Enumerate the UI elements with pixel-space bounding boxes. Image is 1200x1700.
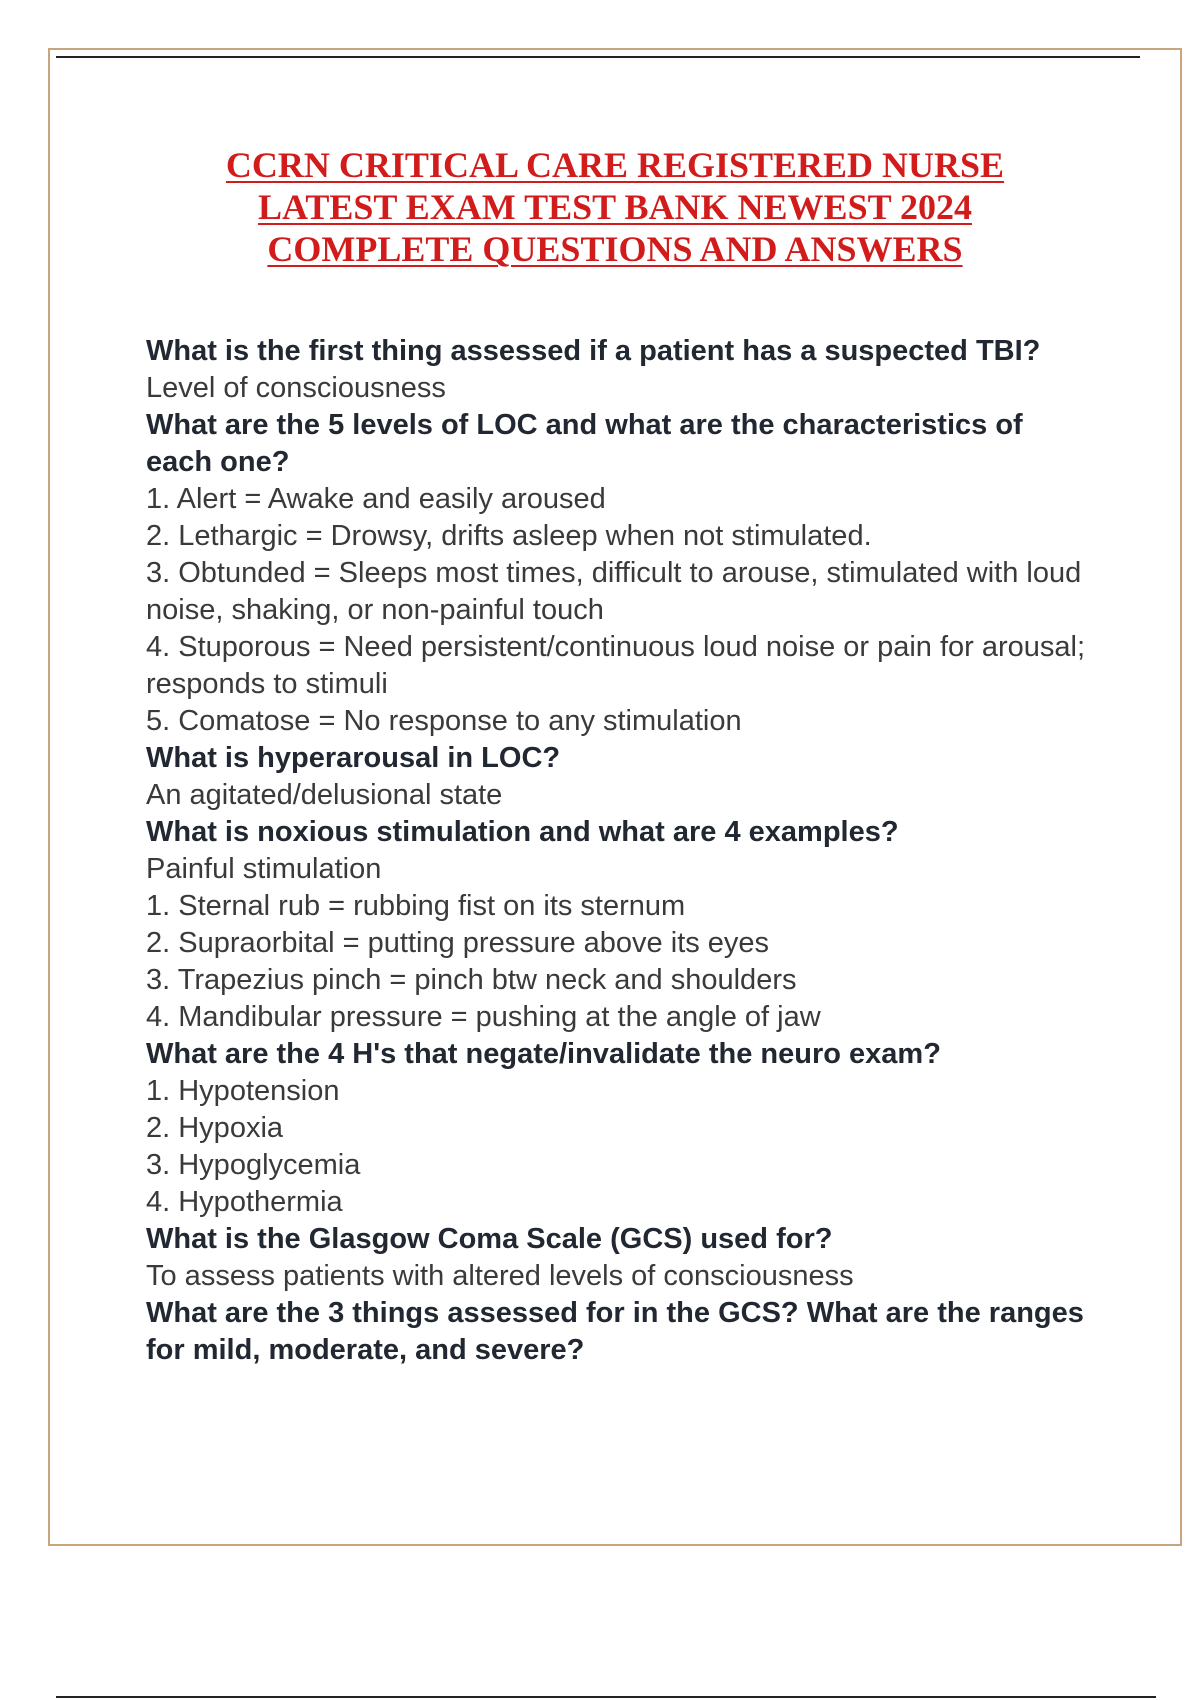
answer-list-item: 2. Lethargic = Drowsy, drifts asleep when not stimulated. <box>146 520 872 552</box>
answer-list-item: 4. Hypothermia <box>146 1186 343 1218</box>
answer: To assess patients with altered levels of consciousness <box>146 1260 854 1292</box>
question: What are the 4 H's that negate/invalidate the neuro exam? <box>146 1038 941 1070</box>
bottom-rule <box>56 1696 1156 1698</box>
answer: An agitated/delusional state <box>146 779 503 811</box>
answer-list-item: 4. Stuporous = Need persistent/continuous loud noise or pain for arousal; responds to stimuli <box>146 631 1086 700</box>
answer-list-item: 1. Sternal rub = rubbing fist on its sternum <box>146 890 686 922</box>
answer-list-item: 4. Mandibular pressure = pushing at the angle of jaw <box>146 1001 821 1033</box>
question: What is the first thing assessed if a patient has a suspected TBI? <box>146 335 1041 367</box>
question: What is hyperarousal in LOC? <box>146 742 561 774</box>
question: What is the Glasgow Coma Scale (GCS) used for? <box>146 1223 833 1255</box>
question: What are the 3 things assessed for in the GCS? What are the ranges for mild, moderate, and severe? <box>146 1297 1084 1366</box>
answer-list-item: 3. Hypoglycemia <box>146 1149 361 1181</box>
answer-list-item: 2. Supraorbital = putting pressure above its eyes <box>146 927 770 959</box>
document-title <box>140 144 1090 270</box>
answer-list-item: 3. Trapezius pinch = pinch btw neck and shoulders <box>146 964 797 996</box>
top-rule <box>56 56 1140 58</box>
answer-list-item: 1. Hypotension <box>146 1075 340 1107</box>
answer-list-item: 1. Alert = Awake and easily aroused <box>146 483 606 515</box>
answer-list-item: 5. Comatose = No response to any stimulation <box>146 705 742 737</box>
qa-content <box>146 333 1096 1369</box>
title-line-2: LATEST EXAM TEST BANK NEWEST 2024 <box>258 187 972 227</box>
answer-list-item: 3. Obtunded = Sleeps most times, difficult to arouse, stimulated with loud noise, shaking, or non-painful touch <box>146 557 1082 626</box>
question: What are the 5 levels of LOC and what are the characteristics of each one? <box>146 409 1023 478</box>
answer: Painful stimulation <box>146 853 382 885</box>
answer: Level of consciousness <box>146 372 446 404</box>
answer-list-item: 2. Hypoxia <box>146 1112 284 1144</box>
title-line-3: COMPLETE QUESTIONS AND ANSWERS <box>267 229 963 269</box>
title-line-1: CCRN CRITICAL CARE REGISTERED NURSE <box>225 145 1005 185</box>
question: What is noxious stimulation and what are 4 examples? <box>146 816 899 848</box>
